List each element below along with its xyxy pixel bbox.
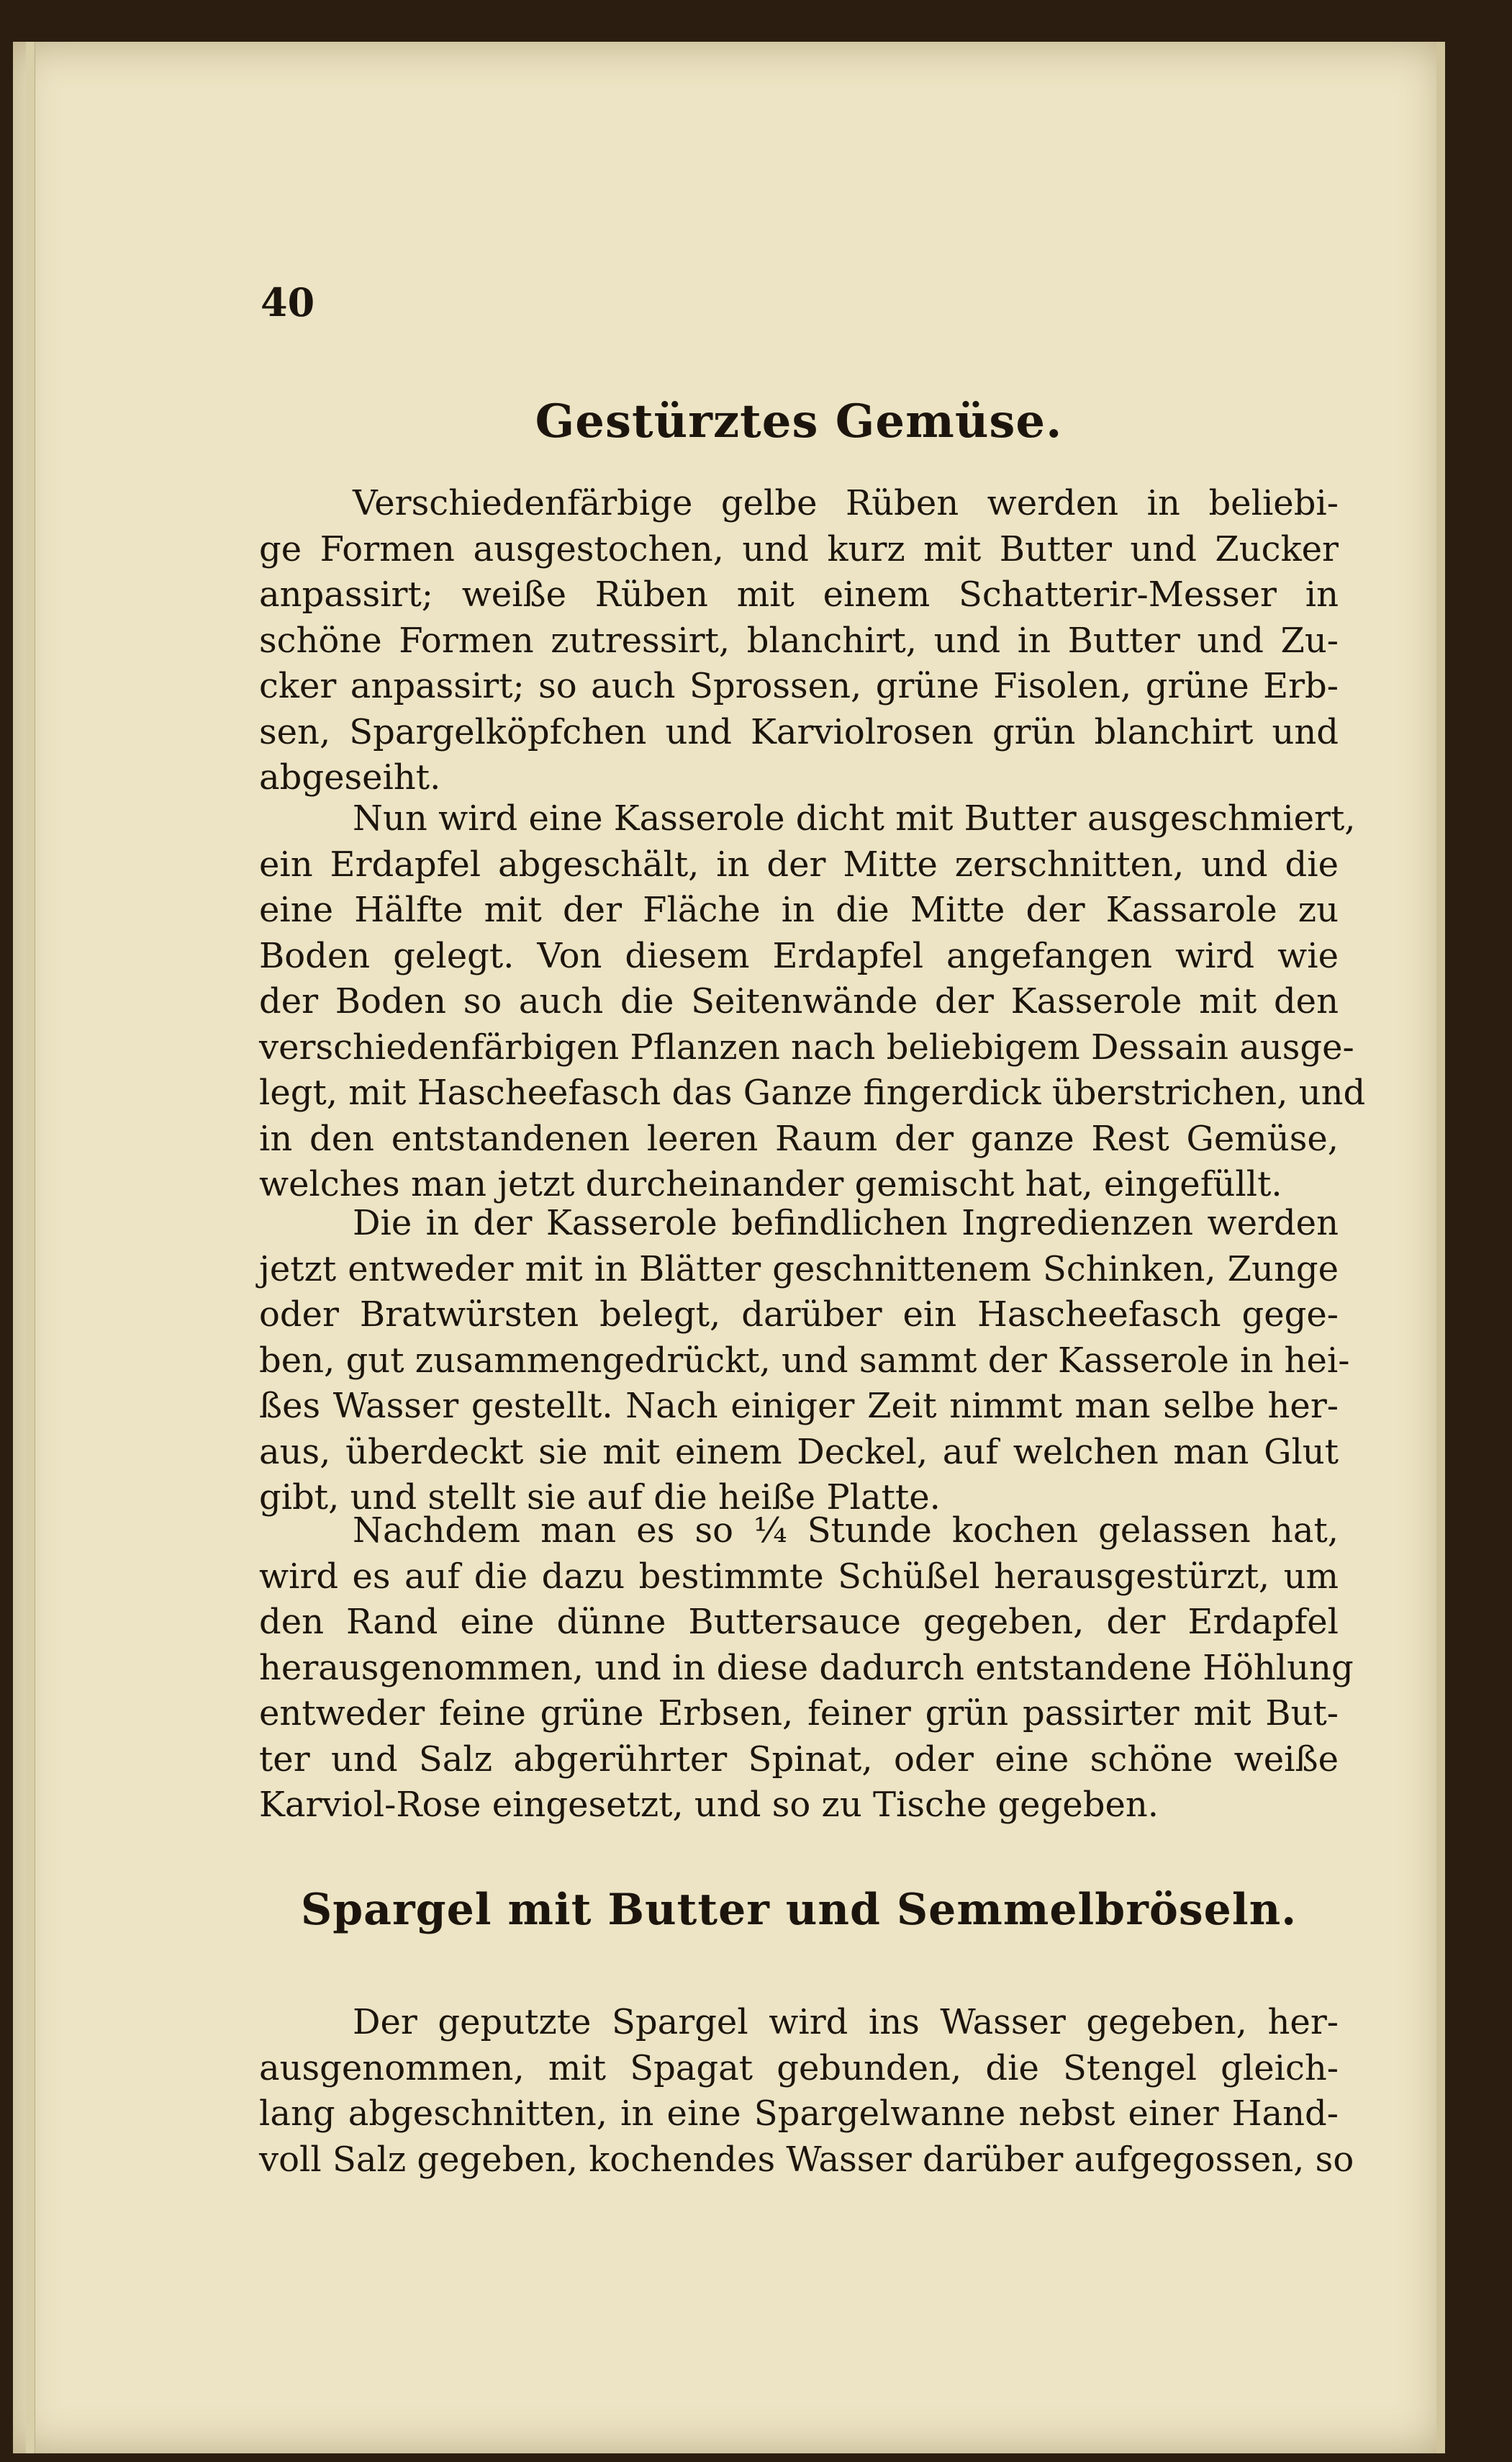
text-line: anpassirt; weiße Rüben mit einem Schatterir-Messer in — [259, 574, 1339, 615]
page-number: 40 — [261, 279, 315, 325]
text-line: Der geputzte Spargel wird ins Wasser gegeben, her- — [353, 2002, 1339, 2042]
text-line: Nachdem man es so ¼ Stunde kochen gelassen hat, — [353, 1510, 1339, 1551]
paragraph-1 — [259, 481, 1339, 801]
text-line: Karviol-Rose eingesetzt, und so zu Tische gegeben. — [259, 1785, 1159, 1825]
section-title-spargel: Spargel mit Butter und Semmelbröseln. — [300, 1885, 1298, 1935]
paragraph-5 — [259, 2000, 1354, 2183]
text-line: aus, überdeckt sie mit einem Deckel, auf welchen man Glut — [259, 1431, 1339, 1472]
text-line: wird es auf die dazu bestimmte Schüßel herausgestürzt, um — [259, 1556, 1339, 1597]
text-line: ausgenommen, mit Spagat gebunden, die Stengel gleich- — [259, 2047, 1339, 2088]
page-edge — [1436, 42, 1445, 2453]
text-line: ben, gut zusammengedrückt, und sammt der Kasserole in hei- — [259, 1340, 1350, 1381]
text-line: der Boden so auch die Seitenwände der Kasserole mit den — [259, 981, 1339, 1022]
section-title-gestuerztes-gemuese: Gestürztes Gemüse. — [535, 394, 1063, 448]
text-line: voll Salz gegeben, kochendes Wasser darüber aufgegossen, so — [259, 2139, 1354, 2180]
text-line: verschiedenfärbigen Pflanzen nach beliebigem Dessain ausge- — [259, 1027, 1354, 1068]
text-line: Verschiedenfärbige gelbe Rüben werden in beliebi- — [353, 483, 1339, 523]
paragraph-3 — [259, 1201, 1350, 1521]
text-line: Boden gelegt. Von diesem Erdapfel angefangen wird wie — [259, 935, 1339, 976]
text-line: abgeseiht. — [259, 757, 441, 798]
text-line: entweder feine grüne Erbsen, feiner grün passirter mit But- — [259, 1693, 1339, 1733]
text-line: ter und Salz abgerührter Spinat, oder eine schöne weiße — [259, 1739, 1339, 1780]
text-line: jetzt entweder mit in Blätter geschnittenem Schinken, Zunge — [259, 1248, 1339, 1289]
book-page — [13, 42, 1445, 2453]
text-line: ßes Wasser gestellt. Nach einiger Zeit nimmt man selbe her- — [259, 1386, 1339, 1426]
text-line: legt, mit Hascheefasch das Ganze fingerdick überstrichen, und — [259, 1073, 1366, 1113]
text-line: Die in der Kasserole befindlichen Ingredienzen werden — [353, 1203, 1339, 1243]
text-line: oder Bratwürsten belegt, darüber ein Hascheefasch gege- — [259, 1294, 1339, 1335]
text-line: Nun wird eine Kasserole dicht mit Butter ausgeschmiert, — [353, 798, 1356, 839]
text-line: gibt, und stellt sie auf die heiße Platte. — [259, 1477, 941, 1518]
page-gutter — [26, 42, 35, 2453]
text-line: herausgenommen, und in diese dadurch entstandene Höhlung — [259, 1647, 1354, 1688]
text-line: eine Hälfte mit der Fläche in die Mitte der Kassarole zu — [259, 890, 1339, 930]
text-line: sen, Spargelköpfchen und Karviolrosen grün blanchirt und — [259, 711, 1339, 752]
text-line: lang abgeschnitten, in eine Spargelwanne nebst einer Hand- — [259, 2093, 1339, 2134]
text-line: cker anpassirt; so auch Sprossen, grüne Fisolen, grüne Erb- — [259, 666, 1339, 706]
text-line: ein Erdapfel abgeschält, in der Mitte zerschnitten, und die — [259, 844, 1339, 885]
text-line: in den entstandenen leeren Raum der ganze Rest Gemüse, — [259, 1118, 1339, 1159]
text-line: schöne Formen zutressirt, blanchirt, und in Butter und Zu- — [259, 620, 1339, 661]
text-line: welches man jetzt durcheinander gemischt hat, eingefüllt. — [259, 1164, 1282, 1204]
text-line: ge Formen ausgestochen, und kurz mit Butter und Zucker — [259, 528, 1339, 569]
paragraph-4 — [259, 1508, 1354, 1829]
text-line: den Rand eine dünne Buttersauce gegeben, der Erdapfel — [259, 1602, 1339, 1642]
paragraph-2 — [259, 796, 1366, 1208]
